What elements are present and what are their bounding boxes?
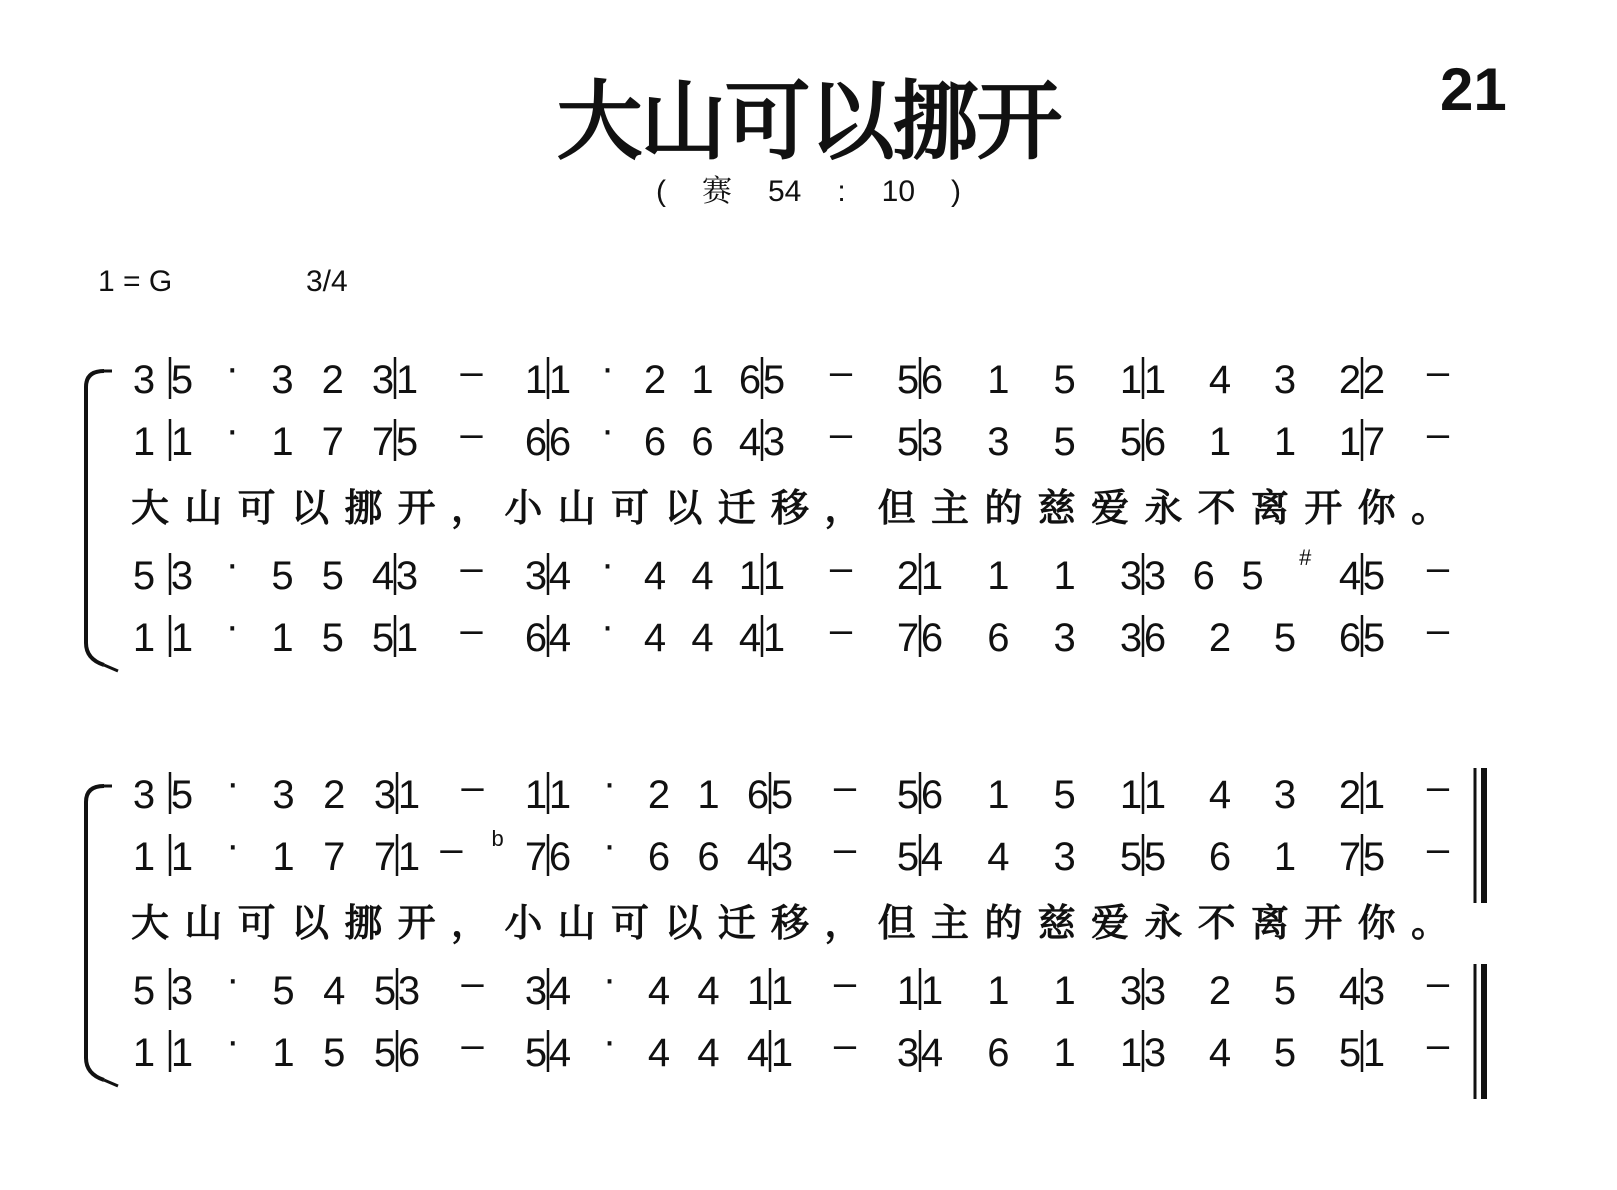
note-bass: 6 xyxy=(397,1031,421,1075)
note-tenor: 3 xyxy=(1362,969,1386,1013)
note-tenor: 5 xyxy=(271,554,294,598)
lyric-character: 迁 xyxy=(717,486,756,530)
note-soprano: 5 xyxy=(1053,358,1076,402)
note-alto: 4 xyxy=(746,835,770,879)
sustain-dash: – xyxy=(833,765,857,809)
note-bass: 4 xyxy=(548,1031,572,1075)
note-tenor: 6 xyxy=(1192,554,1215,598)
note-bass: 5 xyxy=(1338,1031,1362,1075)
note-soprano: 5 xyxy=(896,773,920,817)
note-tenor: 2 xyxy=(1208,969,1232,1013)
note-soprano: 1 xyxy=(397,773,421,817)
note-tenor: 4 xyxy=(371,554,395,598)
note-tenor: 5 xyxy=(272,969,295,1013)
lyric-character: 爱 xyxy=(1090,486,1130,530)
note-alto: 7 xyxy=(1362,420,1386,464)
lyric-character: 可 xyxy=(237,486,276,530)
lyric-character: 可 xyxy=(237,901,276,945)
note-soprano: 1 xyxy=(697,773,720,817)
sustain-dash: – xyxy=(1426,765,1450,809)
lyric-character: 以 xyxy=(290,901,330,945)
note-alto: 4 xyxy=(920,835,944,879)
note-soprano: 2 xyxy=(643,358,667,402)
note-bass: 1 xyxy=(170,616,194,660)
note-soprano: 1 xyxy=(1362,773,1386,817)
note-alto: 5 xyxy=(1143,835,1167,879)
lyric-character: 移 xyxy=(770,901,810,945)
dotted-rhythm-dot: · xyxy=(600,408,615,452)
note-alto: 5 xyxy=(896,835,920,879)
lyric-character: 迁 xyxy=(717,901,756,945)
note-tenor: 1 xyxy=(920,554,944,598)
note-bass: 6 xyxy=(987,1031,1010,1075)
note-soprano: 4 xyxy=(1208,773,1232,817)
note-bass: 3 xyxy=(1143,1031,1167,1075)
sustain-dash: – xyxy=(1426,827,1450,871)
note-alto: 1 xyxy=(272,835,295,879)
sustain-dash: – xyxy=(1426,412,1450,456)
note-bass: 7 xyxy=(896,616,920,660)
note-tenor: 1 xyxy=(738,554,762,598)
bracket-bottom-hook xyxy=(104,665,118,671)
note-bass: 5 xyxy=(1362,616,1386,660)
note-tenor: 3 xyxy=(1119,969,1143,1013)
note-alto: 7 xyxy=(371,420,395,464)
note-tenor: 1 xyxy=(987,969,1010,1013)
note-bass: 6 xyxy=(920,616,944,660)
note-soprano: 3 xyxy=(271,358,294,402)
note-bass: 1 xyxy=(770,1031,794,1075)
note-bass: 4 xyxy=(643,616,667,660)
note-soprano: 1 xyxy=(691,358,714,402)
note-alto: 1 xyxy=(132,835,156,879)
note-bass: 4 xyxy=(697,1031,720,1075)
note-bass: 1 xyxy=(1053,1031,1076,1075)
note-tenor: 4 xyxy=(323,969,346,1013)
note-soprano: 2 xyxy=(1338,773,1362,817)
note-bass: 1 xyxy=(762,616,786,660)
note-alto: 6 xyxy=(647,835,671,879)
sustain-dash: – xyxy=(829,412,853,456)
note-soprano: 3 xyxy=(272,773,295,817)
lyric-character: 。 xyxy=(1410,486,1450,530)
note-alto: 3 xyxy=(1053,835,1076,879)
note-soprano: 2 xyxy=(323,773,346,817)
note-tenor: 4 xyxy=(697,969,720,1013)
note-tenor: 3 xyxy=(170,554,194,598)
lyric-character: 山 xyxy=(184,901,223,945)
sustain-dash: – xyxy=(829,350,853,394)
note-alto: 7 xyxy=(524,835,548,879)
note-alto: 5 xyxy=(1362,835,1386,879)
dotted-rhythm-dot: · xyxy=(226,761,240,805)
dotted-rhythm-dot: · xyxy=(225,346,239,390)
time-signature: 3/4 xyxy=(306,265,348,298)
dotted-rhythm-dot: · xyxy=(602,823,617,867)
note-tenor: 5 xyxy=(1241,554,1264,598)
lyric-character: 以 xyxy=(664,486,703,530)
note-alto: 3 xyxy=(987,420,1010,464)
note-tenor: 1 xyxy=(770,969,794,1013)
note-bass: 1 xyxy=(272,1031,295,1075)
note-soprano: 3 xyxy=(132,773,156,817)
sustain-dash: – xyxy=(1426,546,1450,590)
note-alto: 1 xyxy=(132,420,156,464)
note-tenor: 3 xyxy=(170,969,194,1013)
dotted-rhythm-dot: · xyxy=(226,957,240,1001)
note-alto: 1 xyxy=(1273,420,1297,464)
note-soprano: 3 xyxy=(1273,773,1297,817)
lyric-character: 慈 xyxy=(1037,486,1076,530)
note-soprano: 1 xyxy=(987,358,1010,402)
note-bass: 3 xyxy=(1119,616,1143,660)
note-bass: 5 xyxy=(321,616,344,660)
note-alto: 6 xyxy=(548,835,572,879)
sustain-dash: – xyxy=(460,546,483,590)
note-bass: 1 xyxy=(132,1031,156,1075)
sustain-dash: – xyxy=(460,350,483,394)
note-soprano: 5 xyxy=(762,358,786,402)
dotted-rhythm-dot: · xyxy=(225,542,239,586)
note-soprano: 2 xyxy=(1338,358,1362,402)
lyric-character: 大 xyxy=(130,901,170,945)
note-tenor: 3 xyxy=(395,554,419,598)
note-alto: 7 xyxy=(373,835,397,879)
note-alto: 1 xyxy=(397,835,421,879)
note-soprano: 6 xyxy=(746,773,770,817)
lyric-character: 小 xyxy=(504,486,543,530)
note-tenor: 5 xyxy=(1273,969,1297,1013)
lyric-character: ， xyxy=(450,901,490,945)
sustain-dash: – xyxy=(1426,1023,1450,1067)
lyric-character: 移 xyxy=(770,486,810,530)
note-bass: 6 xyxy=(524,616,548,660)
note-bass: 5 xyxy=(373,1031,397,1075)
note-bass: 1 xyxy=(1119,1031,1143,1075)
note-bass: 2 xyxy=(1208,616,1232,660)
note-alto: 1 xyxy=(1338,420,1362,464)
note-tenor: 3 xyxy=(524,554,548,598)
note-soprano: 1 xyxy=(524,773,548,817)
reference-open-paren: ( xyxy=(655,175,666,208)
note-tenor: 1 xyxy=(896,969,920,1013)
note-tenor: 1 xyxy=(746,969,770,1013)
note-bass: 1 xyxy=(271,616,294,660)
note-bass: 5 xyxy=(371,616,395,660)
note-alto: 6 xyxy=(548,420,572,464)
note-bass: 4 xyxy=(746,1031,770,1075)
note-alto: 5 xyxy=(1119,420,1143,464)
note-bass: 6 xyxy=(1338,616,1362,660)
note-soprano: 5 xyxy=(170,773,194,817)
note-bass: 5 xyxy=(1273,616,1297,660)
note-soprano: 6 xyxy=(920,358,944,402)
dotted-rhythm-dot: · xyxy=(226,823,240,867)
sustain-dash: – xyxy=(461,961,484,1005)
sustain-dash: – xyxy=(460,412,483,456)
lyric-character: 开 xyxy=(1304,901,1343,945)
note-tenor: 3 xyxy=(1143,554,1167,598)
song-title: 大山可以挪开 xyxy=(556,71,1061,172)
note-bass: 5 xyxy=(524,1031,548,1075)
note-bass: 1 xyxy=(132,616,156,660)
note-tenor: 5 xyxy=(1362,554,1386,598)
page-number: 21 xyxy=(1440,56,1507,123)
lyric-character: ， xyxy=(450,486,490,530)
note-soprano: 1 xyxy=(1143,773,1167,817)
lyric-character: 你 xyxy=(1357,901,1396,945)
dotted-rhythm-dot: · xyxy=(602,1019,617,1063)
note-bass: 1 xyxy=(170,1031,194,1075)
note-bass: 1 xyxy=(1362,1031,1386,1075)
note-soprano: 3 xyxy=(373,773,397,817)
note-soprano: 1 xyxy=(1143,358,1167,402)
note-soprano: 3 xyxy=(132,358,156,402)
lyric-character: 可 xyxy=(610,486,650,530)
dotted-rhythm-dot: · xyxy=(600,542,615,586)
note-bass: 3 xyxy=(896,1031,920,1075)
lyric-character: 但 xyxy=(877,901,916,945)
lyric-character: ， xyxy=(824,901,863,945)
sustain-dash: – xyxy=(829,546,853,590)
reference-close-paren: ) xyxy=(951,175,962,208)
key-signature: 1 = G xyxy=(98,265,173,298)
lyric-character: 离 xyxy=(1250,486,1290,530)
note-bass: 1 xyxy=(395,616,419,660)
note-alto: 1 xyxy=(170,835,194,879)
note-bass: 4 xyxy=(738,616,762,660)
note-soprano: 1 xyxy=(548,358,572,402)
lyric-character: 慈 xyxy=(1037,901,1076,945)
note-alto: 6 xyxy=(1208,835,1232,879)
note-soprano: 2 xyxy=(647,773,671,817)
note-tenor: 4 xyxy=(548,554,572,598)
note-alto: 5 xyxy=(896,420,920,464)
note-alto: 3 xyxy=(770,835,794,879)
reference-book: 赛 xyxy=(701,175,732,208)
lyric-character: 爱 xyxy=(1090,901,1130,945)
system-bracket xyxy=(86,371,104,665)
lyric-character: 山 xyxy=(184,486,223,530)
lyric-character: 永 xyxy=(1144,901,1183,945)
note-alto: 4 xyxy=(738,420,762,464)
note-tenor: 1 xyxy=(920,969,944,1013)
accidental-sign: b xyxy=(491,826,504,851)
sustain-dash: – xyxy=(461,1023,484,1067)
note-soprano: 1 xyxy=(548,773,572,817)
note-soprano: 3 xyxy=(371,358,395,402)
note-tenor: 1 xyxy=(762,554,786,598)
note-tenor: 5 xyxy=(321,554,344,598)
note-alto: 1 xyxy=(271,420,294,464)
note-soprano: 5 xyxy=(170,358,194,402)
note-bass: 4 xyxy=(647,1031,671,1075)
note-bass: 4 xyxy=(920,1031,944,1075)
note-tenor: 2 xyxy=(896,554,920,598)
note-alto: 1 xyxy=(170,420,194,464)
lyric-character: 永 xyxy=(1144,486,1183,530)
note-alto: 5 xyxy=(1053,420,1076,464)
lyric-character: 挪 xyxy=(344,901,383,945)
sustain-dash: – xyxy=(1426,608,1450,652)
sustain-dash: – xyxy=(833,961,857,1005)
note-bass: 3 xyxy=(1053,616,1076,660)
lyric-character: 的 xyxy=(984,486,1023,530)
note-bass: 6 xyxy=(987,616,1010,660)
note-alto: 5 xyxy=(1119,835,1143,879)
note-tenor: 3 xyxy=(397,969,421,1013)
note-bass: 6 xyxy=(1143,616,1167,660)
note-soprano: 1 xyxy=(524,358,548,402)
dotted-rhythm-dot: · xyxy=(600,604,615,648)
note-alto: 3 xyxy=(762,420,786,464)
dotted-rhythm-dot: · xyxy=(225,604,239,648)
lyric-character: 山 xyxy=(557,901,596,945)
note-soprano: 5 xyxy=(1053,773,1076,817)
note-tenor: 5 xyxy=(132,969,156,1013)
sustain-dash: – xyxy=(1426,350,1450,394)
sustain-dash: – xyxy=(461,765,484,809)
lyric-character: ， xyxy=(824,486,863,530)
note-bass: 4 xyxy=(548,616,572,660)
dotted-rhythm-dot: · xyxy=(602,957,617,1001)
note-tenor: 1 xyxy=(1053,554,1076,598)
note-soprano: 4 xyxy=(1208,358,1232,402)
lyric-character: 开 xyxy=(1304,486,1343,530)
dotted-rhythm-dot: · xyxy=(602,761,617,805)
sustain-dash: – xyxy=(833,1023,857,1067)
note-alto: 7 xyxy=(321,420,344,464)
note-alto: 6 xyxy=(691,420,714,464)
note-alto: 4 xyxy=(987,835,1010,879)
lyric-character: 可 xyxy=(610,901,650,945)
lyric-character: 的 xyxy=(984,901,1023,945)
note-tenor: 5 xyxy=(373,969,397,1013)
note-tenor: 1 xyxy=(987,554,1010,598)
lyric-character: 山 xyxy=(557,486,596,530)
note-alto: 7 xyxy=(323,835,346,879)
note-bass: 5 xyxy=(1273,1031,1297,1075)
lyric-character: 你 xyxy=(1357,486,1396,530)
dotted-rhythm-dot: · xyxy=(225,408,239,452)
sustain-dash: – xyxy=(829,608,853,652)
note-alto: 6 xyxy=(697,835,720,879)
sustain-dash: – xyxy=(440,827,463,871)
lyric-character: 不 xyxy=(1197,486,1236,530)
note-soprano: 5 xyxy=(770,773,794,817)
sustain-dash: – xyxy=(460,608,483,652)
lyric-character: 开 xyxy=(397,901,436,945)
note-soprano: 1 xyxy=(987,773,1010,817)
lyric-character: 大 xyxy=(130,486,170,530)
note-soprano: 6 xyxy=(920,773,944,817)
note-tenor: 4 xyxy=(647,969,671,1013)
dotted-rhythm-dot: · xyxy=(226,1019,240,1063)
note-alto: 5 xyxy=(395,420,419,464)
reference-verse: 10 xyxy=(881,175,916,208)
lyric-character: 开 xyxy=(397,486,436,530)
note-soprano: 2 xyxy=(321,358,344,402)
lyric-character: 但 xyxy=(877,486,916,530)
note-soprano: 1 xyxy=(1119,773,1143,817)
note-tenor: 1 xyxy=(1053,969,1076,1013)
note-alto: 6 xyxy=(643,420,667,464)
note-alto: 7 xyxy=(1338,835,1362,879)
lyric-character: 挪 xyxy=(344,486,383,530)
note-alto: 6 xyxy=(1143,420,1167,464)
dotted-rhythm-dot: · xyxy=(600,346,615,390)
note-tenor: 4 xyxy=(691,554,714,598)
lyric-character: 离 xyxy=(1250,901,1290,945)
note-tenor: 3 xyxy=(1119,554,1143,598)
lyric-character: 。 xyxy=(1410,901,1450,945)
note-tenor: 4 xyxy=(1338,554,1362,598)
note-soprano: 6 xyxy=(738,358,762,402)
note-alto: 1 xyxy=(1273,835,1297,879)
sustain-dash: – xyxy=(833,827,857,871)
note-soprano: 1 xyxy=(395,358,419,402)
note-bass: 5 xyxy=(323,1031,346,1075)
note-tenor: 5 xyxy=(132,554,156,598)
note-bass: 4 xyxy=(1208,1031,1232,1075)
note-tenor: 4 xyxy=(643,554,667,598)
note-alto: 6 xyxy=(524,420,548,464)
bracket-bottom-hook xyxy=(104,1080,118,1086)
note-soprano: 1 xyxy=(1119,358,1143,402)
note-soprano: 2 xyxy=(1362,358,1386,402)
lyric-character: 不 xyxy=(1197,901,1236,945)
note-tenor: 4 xyxy=(548,969,572,1013)
note-bass: 4 xyxy=(691,616,714,660)
sustain-dash: – xyxy=(1426,961,1450,1005)
lyric-character: 以 xyxy=(664,901,703,945)
accidental-sign: # xyxy=(1299,545,1312,570)
lyric-character: 小 xyxy=(504,901,543,945)
lyric-character: 以 xyxy=(290,486,330,530)
note-soprano: 5 xyxy=(896,358,920,402)
note-alto: 3 xyxy=(920,420,944,464)
reference-chapter: 54 xyxy=(767,175,802,208)
note-alto: 1 xyxy=(1208,420,1232,464)
lyric-character: 主 xyxy=(930,901,970,945)
note-tenor: 3 xyxy=(524,969,548,1013)
reference-colon: : xyxy=(837,175,846,208)
lyric-character: 主 xyxy=(930,486,970,530)
note-tenor: 4 xyxy=(1338,969,1362,1013)
note-soprano: 3 xyxy=(1273,358,1297,402)
system-bracket xyxy=(86,786,104,1080)
note-tenor: 3 xyxy=(1143,969,1167,1013)
